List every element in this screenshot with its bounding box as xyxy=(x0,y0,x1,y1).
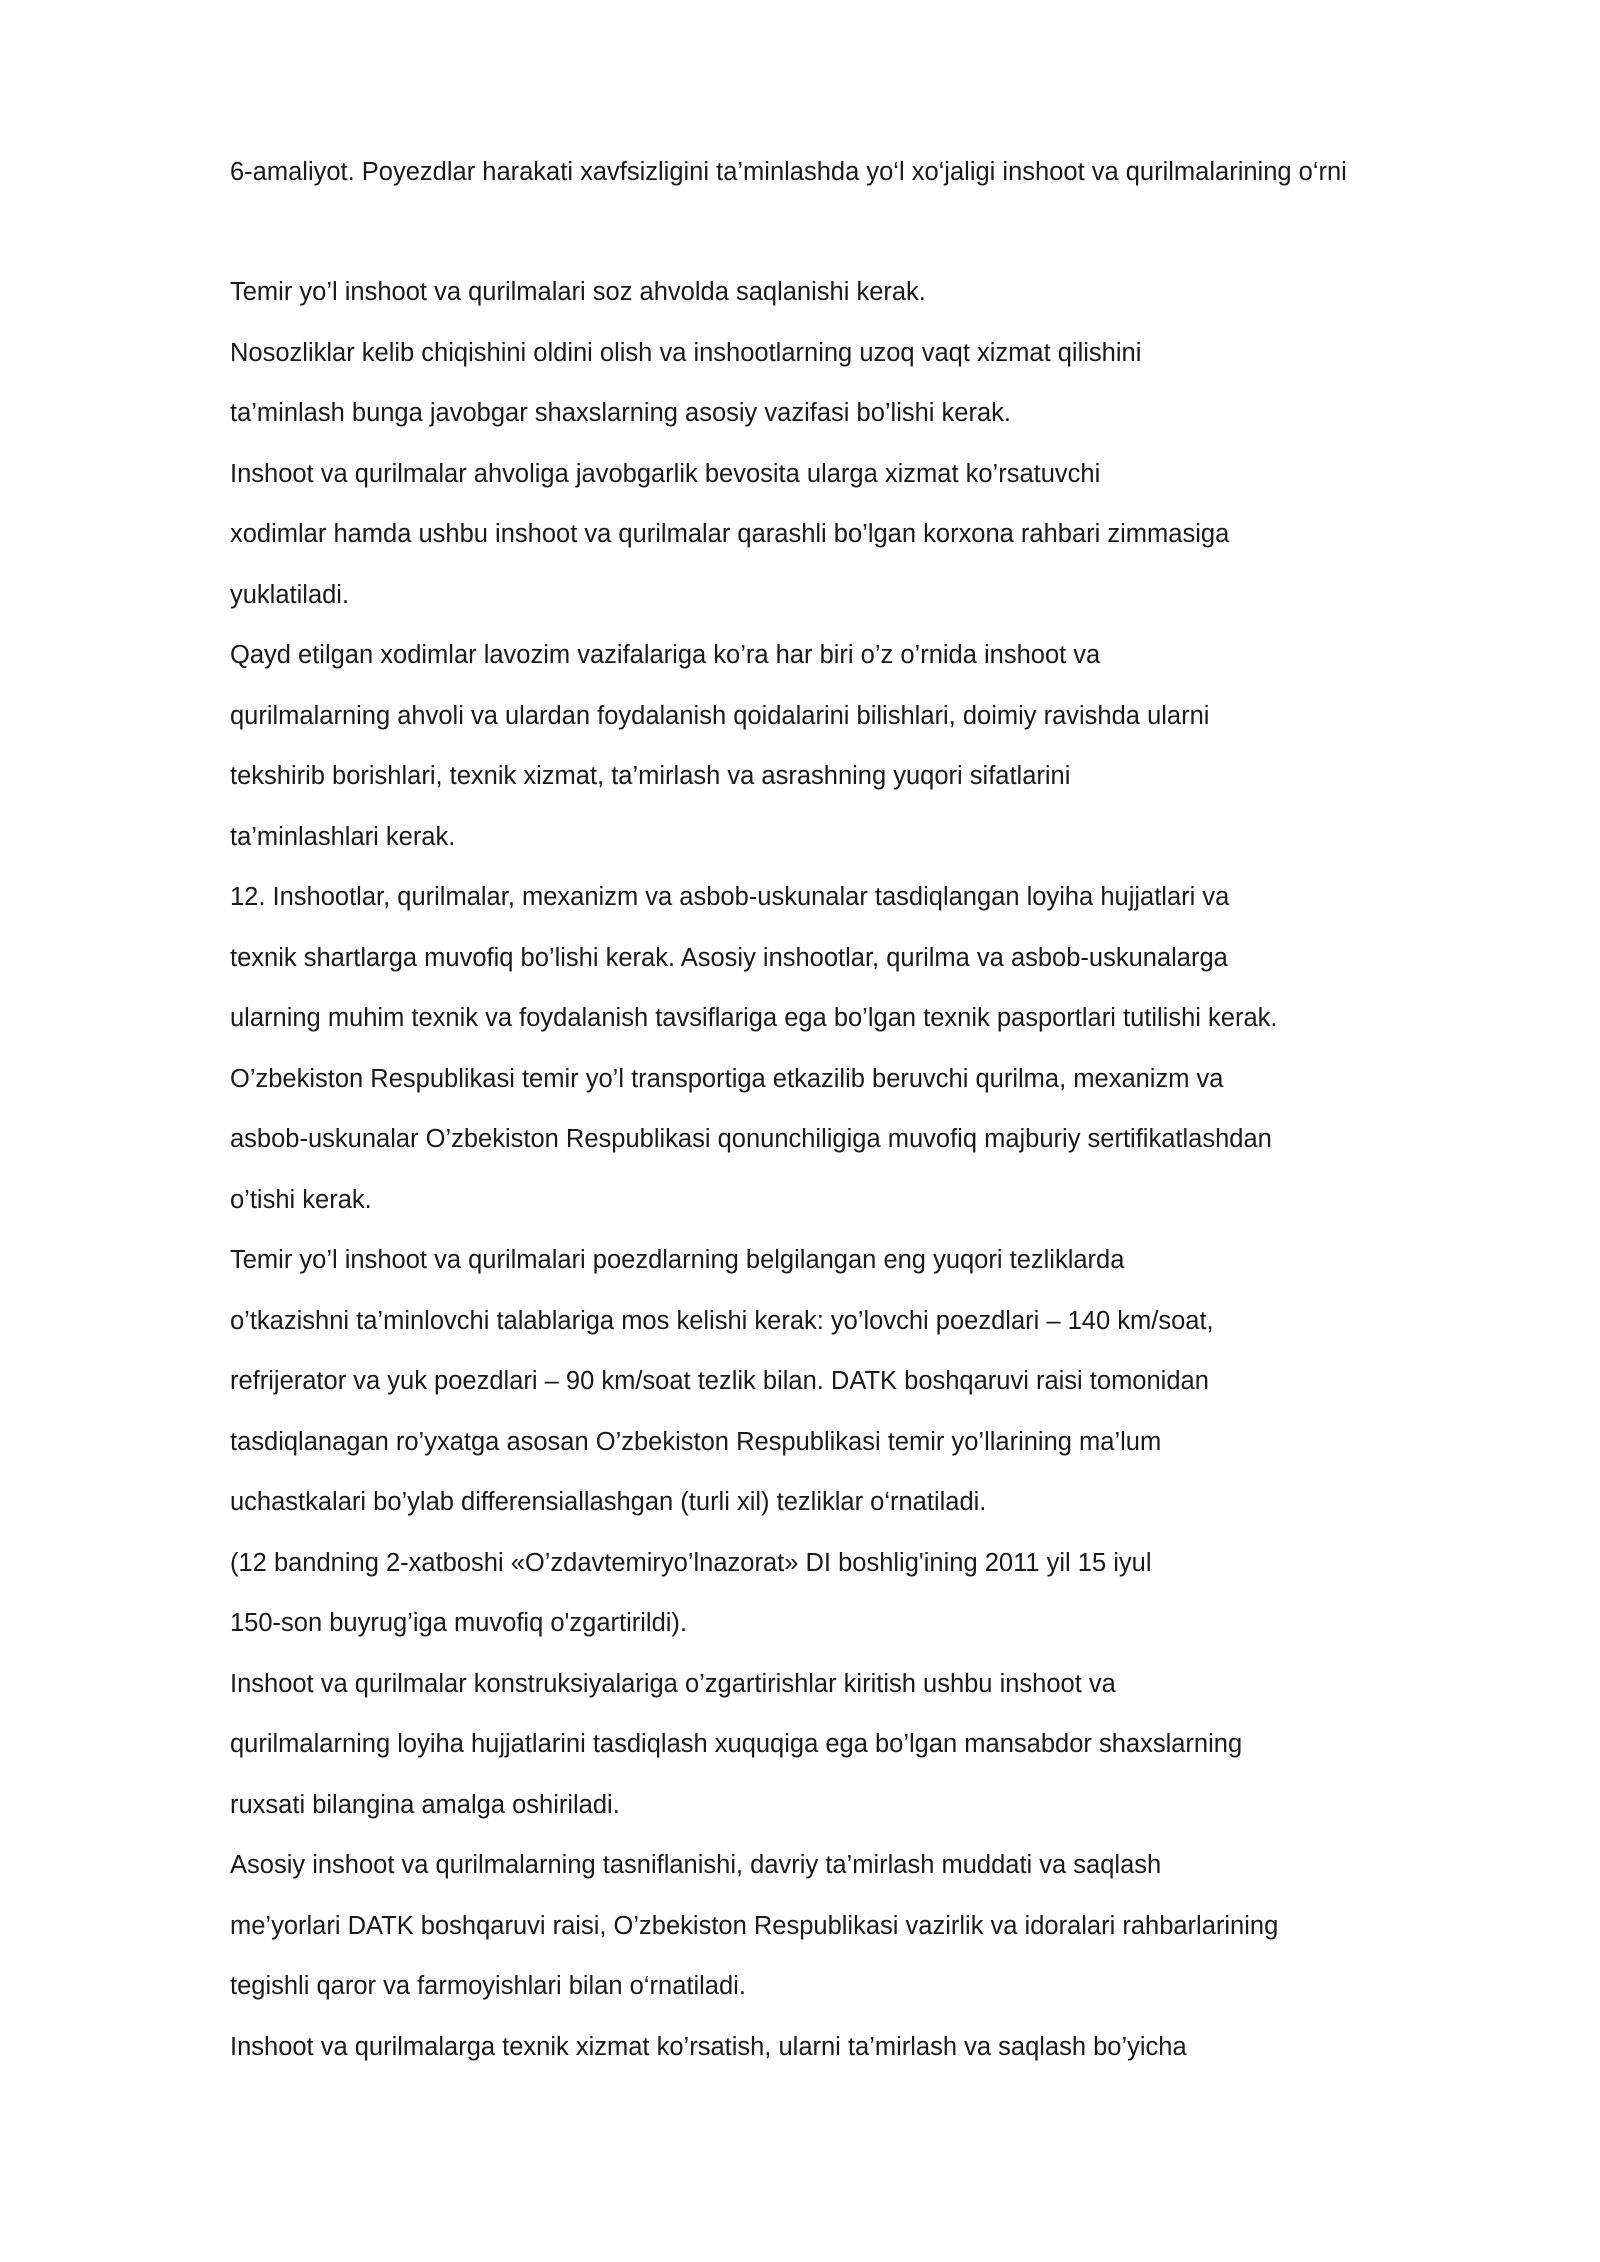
text-line: O’zbekiston Respublikasi temir yo’l transportiga etkazilib beruvchi qurilma, mexanizm va xyxy=(230,1064,1224,1093)
text-line: texnik shartlarga muvofiq bo’lishi kerak. Asosiy inshootlar, qurilma va asbob-uskunalarga xyxy=(230,943,1228,972)
text-line: Inshoot va qurilmalarga texnik xizmat ko’rsatish, ularni ta’mirlash va saqlash bo’yicha xyxy=(230,2032,1187,2061)
text-line: yuklatiladi. xyxy=(230,580,350,609)
text-line: refrijerator va yuk poezdlari – 90 km/soat tezlik bilan. DATK boshqaruvi raisi tomonidan xyxy=(230,1367,1209,1395)
text-line: ularning muhim texnik va foydalanish tavsiflariga ega bo’lgan texnik pasportlari tutilishi kerak. xyxy=(230,1004,1278,1032)
text-line: Temir yo’l inshoot va qurilmalari poezdlarning belgilangan eng yuqori tezliklarda xyxy=(230,1246,1125,1274)
text-line: tegishli qaror va farmoyishlari bilan o‘rnatiladi. xyxy=(230,1972,746,2000)
text-line: ta’minlashlari kerak. xyxy=(230,822,456,851)
text-line: Nosozliklar kelib chiqishini oldini olish va inshootlarning uzoq vaqt xizmat qilishini xyxy=(230,338,1142,367)
text-line: Qayd etilgan xodimlar lavozim vazifalariga ko’ra har biri o’z o’rnida inshoot va xyxy=(230,641,1101,669)
text-line: (12 bandning 2-xatboshi «O’zdavtemiryo’lnazorat» DI boshlig'ining 2011 yil 15 iyul xyxy=(230,1548,1152,1577)
text-line: qurilmalarning ahvoli va ulardan foydalanish qoidalarini bilishlari, doimiy ravishda ularni xyxy=(230,701,1210,730)
text-line: Asosiy inshoot va qurilmalarning tasniflanishi, davriy ta’mirlash muddati va saqlash xyxy=(230,1851,1162,1879)
text-line: asbob-uskunalar O’zbekiston Respublikasi qonunchiligiga muvofiq majburiy sertifikatlashdan xyxy=(230,1125,1272,1153)
text-line: tekshirib borishlari, texnik xizmat, ta’mirlash va asrashning yuqori sifatlarini xyxy=(230,762,1071,790)
text-line: me’yorlari DATK boshqaruvi raisi, O’zbekiston Respublikasi vazirlik va idoralari rahbarlarining xyxy=(230,1911,1279,1940)
text-line: ruxsati bilangina amalga oshiriladi. xyxy=(230,1790,620,1819)
text-line: Temir yo’l inshoot va qurilmalari soz ahvolda saqlanishi kerak. xyxy=(230,278,926,306)
text-line: o’tkazishni ta’minlovchi talablariga mos kelishi kerak: yo’lovchi poezdlari – 140 km/soat, xyxy=(230,1306,1214,1335)
text-line: tasdiqlanagan ro’yxatga asosan O’zbekiston Respublikasi temir yo’llarining ma’lum xyxy=(230,1427,1162,1456)
text-line: 150-son buyrug’iga muvofiq o'zgartirildi). xyxy=(230,1609,688,1637)
text-line: qurilmalarning loyiha hujjatlarini tasdiqlash xuquqiga ega bo’lgan mansabdor shaxslarning xyxy=(230,1730,1243,1758)
document-title: 6-amaliyot. Poyezdlar harakati xavfsizligini ta’minlashda yo‘l xo‘jaligi inshoot va qurilmalarining o‘rni xyxy=(230,158,1347,186)
text-line: uchastkalari bo’ylab differensiallashgan (turli xil) tezliklar o‘rnatiladi. xyxy=(230,1488,987,1516)
text-line: 12. Inshootlar, qurilmalar, mexanizm va asbob-uskunalar tasdiqlangan loyiha hujjatlari va xyxy=(230,883,1230,911)
text-line: Inshoot va qurilmalar ahvoliga javobgarlik bevosita ularga xizmat ko’rsatuvchi xyxy=(230,459,1101,488)
text-line: xodimlar hamda ushbu inshoot va qurilmalar qarashli bo’lgan korxona rahbari zimmasiga xyxy=(230,520,1230,548)
text-line: Inshoot va qurilmalar konstruksiyalariga o’zgartirishlar kiritish ushbu inshoot va xyxy=(230,1669,1116,1698)
document-body xyxy=(230,272,1278,2087)
text-line: o’tishi kerak. xyxy=(230,1185,372,1214)
text-line: ta’minlash bunga javobgar shaxslarning asosiy vazifasi bo’lishi kerak. xyxy=(230,399,1011,427)
